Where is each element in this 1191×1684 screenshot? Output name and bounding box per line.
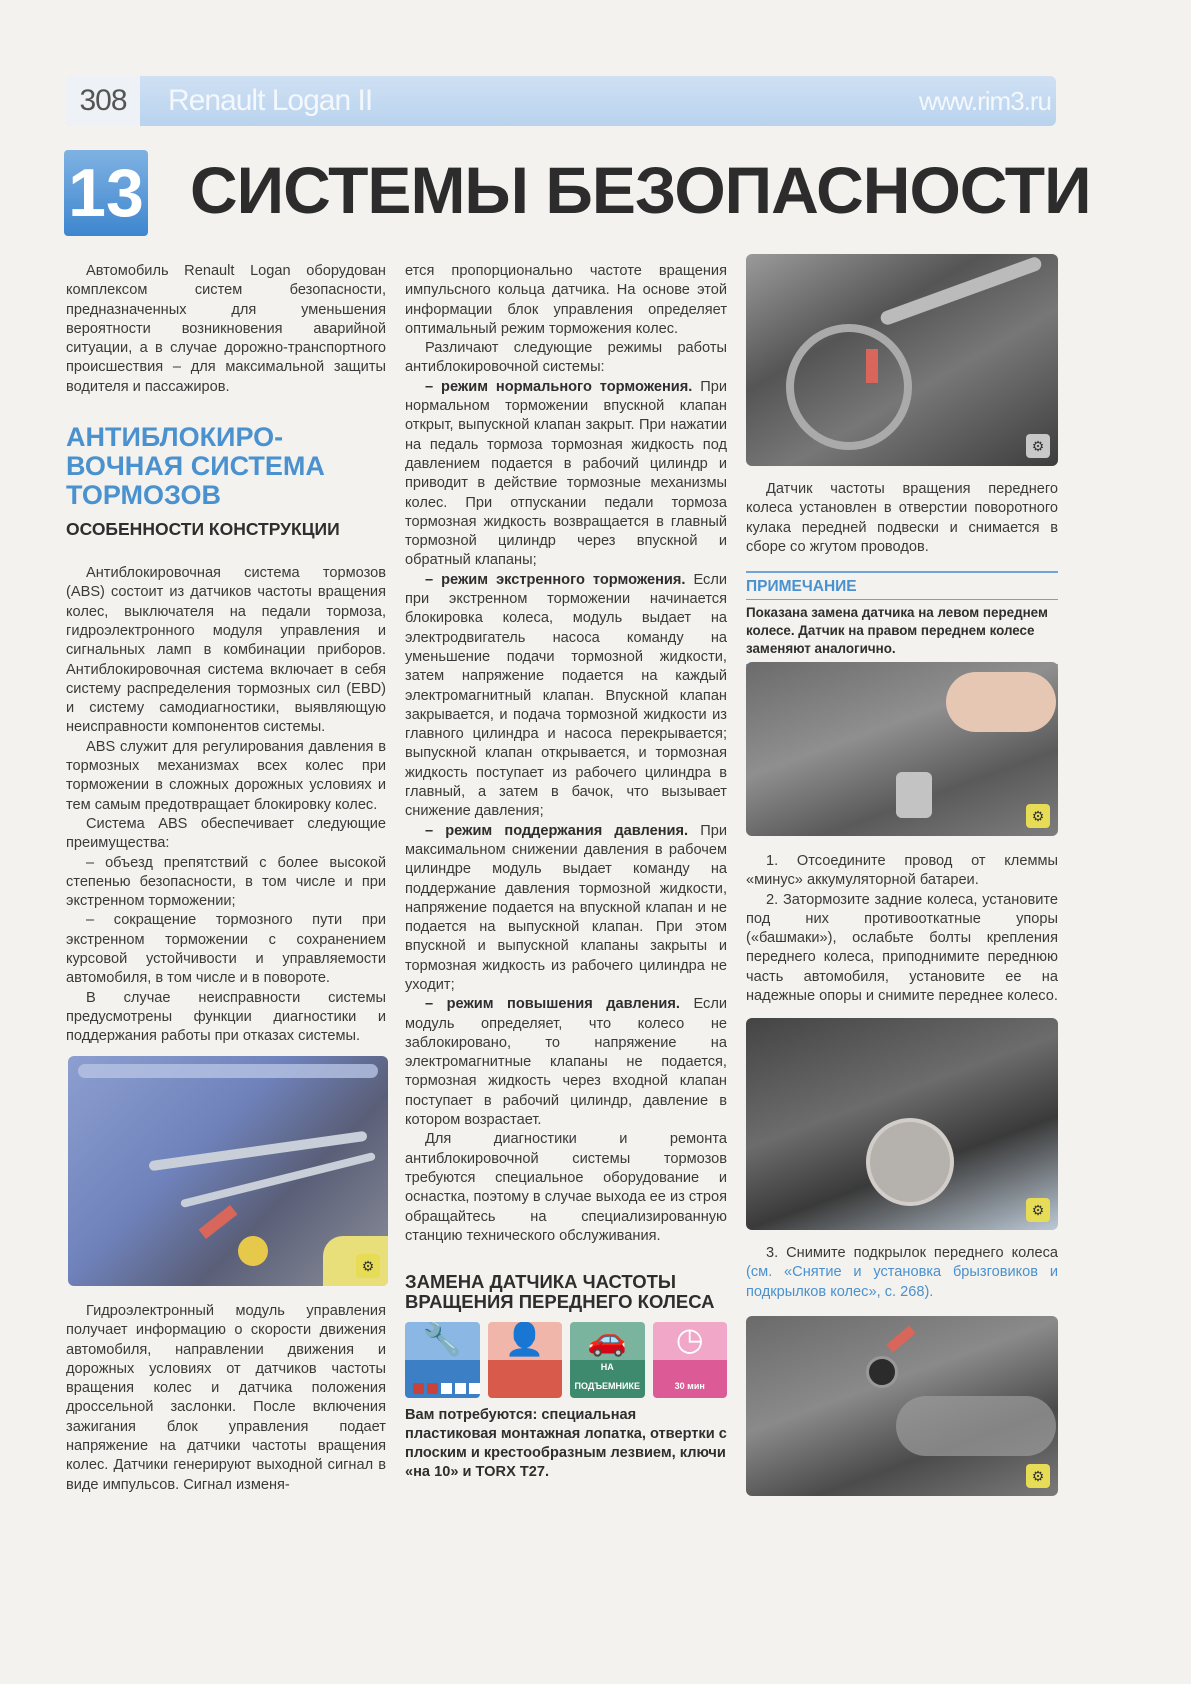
pointer-arrow-icon — [199, 1205, 238, 1239]
column-1 — [66, 262, 386, 1047]
procedure-title: ЗАМЕНА ДАТЧИКА ЧАСТОТЫ ВРАЩЕНИЯ ПЕРЕДНЕГО КОЛЕСА — [405, 1271, 715, 1313]
section-title-abs: АНТИБЛОКИРО-ВОЧНАЯ СИСТЕМА ТОРМОЗОВ — [66, 422, 325, 511]
wrench-icon: 🔧 — [422, 1322, 463, 1358]
chapter-number-badge: 13 — [64, 150, 148, 236]
difficulty-rating — [413, 1383, 480, 1394]
pointer-arrow-icon — [866, 349, 878, 383]
paragraph: ABS служит для регулирования давления в тормозных механизмах всех колес при торможении в сложных дорожных условиях и тем самым предотвращает блокировку колес. — [66, 738, 386, 813]
chapter-title: СИСТЕМЫ БЕЗОПАСНОСТИ — [190, 153, 1091, 227]
step-2: 2. Затормозите задние колеса, установите под них противооткатные упоры («башмаки»), ослабьте болты крепления переднего колеса, приподнимите переднюю часть автомобиля, установите ее на надежные опоры и снимите переднее колесо. — [746, 891, 1058, 1005]
step-1: 1. Отсоедините провод от клеммы «минус» аккумуляторной батареи. — [746, 853, 1058, 889]
wrench-icon: ⚙ — [1026, 434, 1050, 458]
subsection-title: ОСОБЕННОСТИ КОНСТРУКЦИИ — [66, 519, 340, 540]
paragraph: ется пропорционально частоте вращения импульсного кольца датчика. На основе этой информации блок управления определяет оптимальный режим торможения колес. — [405, 263, 727, 337]
paragraph: Для диагностики и ремонта антиблокировочной системы тормозов требуются специальное оборудование и оснастка, поэтому в случае выхода ее из строя обращайтесь на специализированную станцию технического обслуживания. — [405, 1131, 727, 1244]
page-number: 308 — [66, 76, 140, 126]
mode-title: – режим экстренного торможения. — [425, 571, 686, 588]
paragraph: Антиблокировочная система тормозов (ABS) состоит из датчиков частоты вращения колес, выключателя на педали тормоза, гидроэлектронного модуля управления и сигнальных ламп в комбинации приборов. Антиблокировочная система включает в себя систему распределения тормозных сил (EBD) и систему самодиагностики, выявляющую неисправности компонентов системы. — [66, 565, 386, 736]
column-3-step3 — [746, 1244, 1058, 1302]
time-label: 30 мин — [674, 1380, 705, 1391]
paragraph: В случае неисправности системы предусмотрены функции диагностики и поддержания работы при отказах системы. — [66, 989, 386, 1045]
site-url[interactable]: www.rim3.ru — [918, 86, 1051, 116]
photo-abs-module — [68, 1056, 388, 1286]
photo-battery-terminal — [746, 662, 1058, 836]
wrench-icon: ⚙ — [1026, 1464, 1050, 1488]
clock-icon: ◷ — [675, 1322, 704, 1358]
mode-emergency: – режим экстренного торможения. Если при экстренном торможении начинается блокировка колеса, модуль выдает на электродвигатель насоса команду на уменьшение подачи тормозной жидкости, затем напряжение подается на каждый электромагнитный клапан. Впускной клапан закрывается, и подача тормозной жидкости из главного цилиндра и насоса перекрывается; выпускной клапан открывается, и тормозная жидкость поступает из рабочего цилиндра в главный, а затем в бачок, что вызывает снижение давления; — [405, 571, 727, 820]
intro-paragraph: Автомобиль Renault Logan оборудован комплексом систем безопасности, предназначенных для уменьшения вероятности возникновения аварийной ситуации, а в случае дорожно-транспортного происшествия – для максимальной защиты водителя и пассажиров. — [66, 263, 386, 395]
car-lift-icon: 🚗 — [587, 1322, 628, 1358]
lift-tile — [570, 1322, 645, 1398]
mode-title: – режим повышения давления. — [425, 996, 680, 1013]
note-title: ПРИМЕЧАНИЕ — [746, 577, 1058, 600]
list-item: – объезд препятствий с более высокой степенью безопасности, в том числе и при экстренном торможении; — [66, 854, 386, 910]
column-2 — [405, 262, 727, 1482]
mode-hold: – режим поддержания давления. При максимальном снижении давления в рабочем цилиндре модуль выдает команду на поддержание давления тормозной жидкости, напряжение подается на впускной клапан и не подается на выпускной клапан. При этом впускной и выпускной клапаны закрыты и тормозная жидкость из рабочего цилиндра не уходит; — [405, 822, 728, 993]
step-3: 3. Снимите подкрылок переднего колеса (см. «Снятие и установка брызговиков и подкрылков колес», с. 268). — [746, 1245, 1058, 1300]
person-tile — [488, 1322, 563, 1398]
column-3-steps — [746, 852, 1058, 1006]
mode-normal: – режим нормального торможения. При нормальном торможении впускной клапан открыт, выпускной клапан закрыт. При нажатии на педаль тормоза тормозная жидкость под давлением подается в рабочий цилиндр и приводит в действие тормозные механизмы колес. При отпускании педали тормоза тормозная жидкость возвращается в главный тормозной цилиндр через впускной и обратный клапаны; — [405, 378, 728, 569]
column-3 — [746, 480, 1058, 666]
pointer-arrow-icon — [886, 1326, 915, 1353]
time-tile — [653, 1322, 728, 1398]
person-icon: 👤 — [504, 1322, 545, 1358]
paragraph: Система ABS обеспечивает следующие преимущества: — [66, 815, 386, 852]
book-title: Renault Logan II — [168, 84, 373, 117]
wrench-icon: ⚙ — [1026, 1198, 1050, 1222]
note-text: Показана замена датчика на левом переднем колесе. Датчик на правом переднем колесе заменяют аналогично. — [746, 605, 1048, 657]
difficulty-tile — [405, 1322, 480, 1398]
wrench-icon: ⚙ — [1026, 804, 1050, 828]
column-1-bottom — [66, 1302, 386, 1495]
paragraph: Гидроэлектронный модуль управления получает информацию о скорости движения автомобиля, направлении движения и дорожных условиях от датчиков частоты вращения колес и датчика положения дроссельной заслонки. После включения зажигания блок управления подает напряжение на датчики частоты вращения колес. Датчики генерируют выходной сигнал в виде импульсов. Сигнал изменя- — [66, 1303, 386, 1493]
lift-label: НА ПОДЪЕМНИКЕ — [574, 1361, 641, 1391]
mode-title: – режим поддержания давления. — [425, 822, 689, 839]
note-box — [746, 571, 1058, 666]
photo-caption: Датчик частоты вращения переднего колеса установлен в отверстии поворотного кулака передней подвески и снимается в сборе со жгутом проводов. — [746, 481, 1058, 555]
list-item: – сокращение тормозного пути при экстренном торможении с сохранением курсовой устойчивости и управляемости автомобиля, в том числе и в повороте. — [66, 912, 386, 987]
requirements-text: Вам потребуются: специальная пластиковая монтажная лопатка, отвертки с плоским и крестообразным лезвием, ключи «на 10» и TORX T27. — [405, 1407, 727, 1481]
procedure-icons — [405, 1322, 727, 1398]
wrench-icon: ⚙ — [356, 1254, 380, 1278]
photo-wheel-arch — [746, 1018, 1058, 1230]
mode-title: – режим нормального торможения. — [425, 378, 693, 395]
paragraph: Различают следующие режимы работы антиблокировочной системы: — [405, 340, 727, 376]
mode-increase: – режим повышения давления. Если модуль определяет, что колесо не заблокировано, то напряжение на электромагнитные клапаны не подается, тормозная жидкость через входной клапан поступает в рабочий цилиндр, давление в котором возрастает. — [405, 996, 728, 1129]
cross-reference-link[interactable]: (см. «Снятие и установка брызговиков и подкрылков колес», с. 268). — [746, 1264, 1058, 1300]
photo-sensor-connector — [746, 1316, 1058, 1496]
photo-wheel-sensor — [746, 254, 1058, 466]
